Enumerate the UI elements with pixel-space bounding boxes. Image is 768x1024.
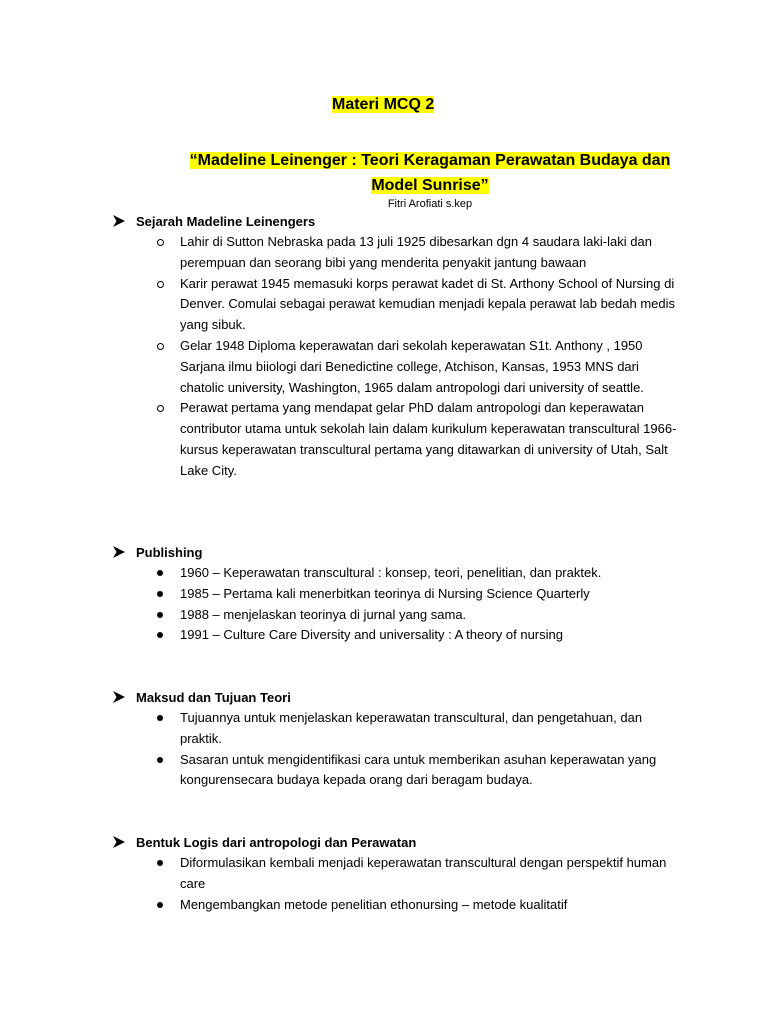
section-bentuk-logis <box>112 832 692 915</box>
section-sejarah <box>112 211 692 482</box>
disc-bullet-icon <box>157 612 163 618</box>
section-list <box>112 232 692 482</box>
disc-bullet-icon <box>157 591 163 597</box>
list-item <box>112 708 680 750</box>
document-title-text: Materi MCQ 2 <box>332 96 435 113</box>
section-heading <box>112 832 692 853</box>
document-title <box>332 94 434 115</box>
list-item <box>112 274 680 336</box>
list-item <box>112 625 680 646</box>
disc-bullet-icon <box>157 570 163 576</box>
list-item <box>112 853 680 895</box>
arrow-bullet-icon <box>112 214 126 228</box>
section-publishing <box>112 542 692 646</box>
author-name: Fitri Arofiati s.kep <box>387 198 473 210</box>
list-item-text: Karir perawat 1945 memasuki korps perawat kadet di St. Arthony School of Nursing di Denver. Comulai sebagai perawat kemudian menjadi kepala perawat lab bedah medis yang sibuk. <box>180 275 676 333</box>
list-item-text: Perawat pertama yang mendapat gelar PhD dalam antropologi dan keperawatan contributor utama untuk sekolah lain dalam kurikulum keperawatan transcultural 1966-kursus keperawatan transcultural pertama yang ditawarkan di university of Utah, Salt Lake City. <box>180 400 677 478</box>
list-item-text: Gelar 1948 Diploma keperawatan dari sekolah keperawatan S1t. Anthony , 1950 Sarjana ilmu biiologi dari Benedictine college, Atchison, Kansas, 1953 MNS dari chatolic university, Washington, 1965 dalam antropologi dari university of seattle. <box>180 337 644 395</box>
document-subtitle <box>180 148 680 198</box>
list-item <box>112 563 680 584</box>
list-item <box>112 336 680 398</box>
section-heading <box>112 687 692 708</box>
list-item-text: 1991 – Culture Care Diversity and universality : A theory of nursing <box>180 627 563 643</box>
circle-bullet-icon <box>157 405 164 412</box>
disc-bullet-icon <box>157 715 163 721</box>
list-item-text: Mengembangkan metode penelitian ethonursing – metode kualitatif <box>180 896 568 912</box>
list-item <box>112 750 680 792</box>
list-item <box>112 605 680 626</box>
list-item-text: 1988 – menjelaskan teorinya di jurnal yang sama. <box>180 606 467 622</box>
disc-bullet-icon <box>157 860 163 866</box>
arrow-bullet-icon <box>112 835 126 849</box>
section-heading-text: Maksud dan Tujuan Teori <box>136 690 291 705</box>
disc-bullet-icon <box>157 632 163 638</box>
circle-bullet-icon <box>157 281 164 288</box>
arrow-bullet-icon <box>112 545 126 559</box>
list-item-text: Tujuannya untuk menjelaskan keperawatan transcultural, dan pengetahuan, dan praktik. <box>180 710 643 746</box>
list-item-text: Diformulasikan kembali menjadi keperawatan transcultural dengan perspektif human care <box>180 855 667 891</box>
subtitle-line-2: Model Sunrise” <box>371 177 489 194</box>
section-list <box>112 853 692 915</box>
section-heading-text: Sejarah Madeline Leinengers <box>136 214 316 229</box>
list-item <box>112 232 680 274</box>
section-heading <box>112 211 692 232</box>
circle-bullet-icon <box>157 343 164 350</box>
section-heading <box>112 542 692 563</box>
circle-bullet-icon <box>157 239 164 246</box>
section-heading-text: Bentuk Logis dari antropologi dan Perawatan <box>136 835 417 850</box>
section-maksud-tujuan <box>112 687 692 791</box>
list-item-text: 1985 – Pertama kali menerbitkan teorinya di Nursing Science Quarterly <box>180 585 590 601</box>
section-list <box>112 563 692 646</box>
disc-bullet-icon <box>157 757 163 763</box>
arrow-bullet-icon <box>112 690 126 704</box>
list-item-text: Sasaran untuk mengidentifikasi cara untuk memberikan asuhan keperawatan yang kongurensecara budaya kepada orang dari beragam budaya. <box>180 751 657 788</box>
list-item-text: Lahir di Sutton Nebraska pada 13 juli 1925 dibesarkan dgn 4 saudara laki-laki dan perempuan dan seorang bibi yang menderita penyakit jantung bawaan <box>180 234 652 270</box>
disc-bullet-icon <box>157 902 163 908</box>
list-item-text: 1960 – Keperawatan transcultural : konsep, teori, penelitian, dan praktek. <box>180 565 602 580</box>
section-heading-text: Publishing <box>136 545 203 560</box>
list-item <box>112 895 680 916</box>
subtitle-line-1: “Madeline Leinenger : Teori Keragaman Perawatan Budaya dan <box>189 152 671 169</box>
section-list <box>112 708 692 791</box>
list-item <box>112 584 680 605</box>
list-item <box>112 398 680 481</box>
